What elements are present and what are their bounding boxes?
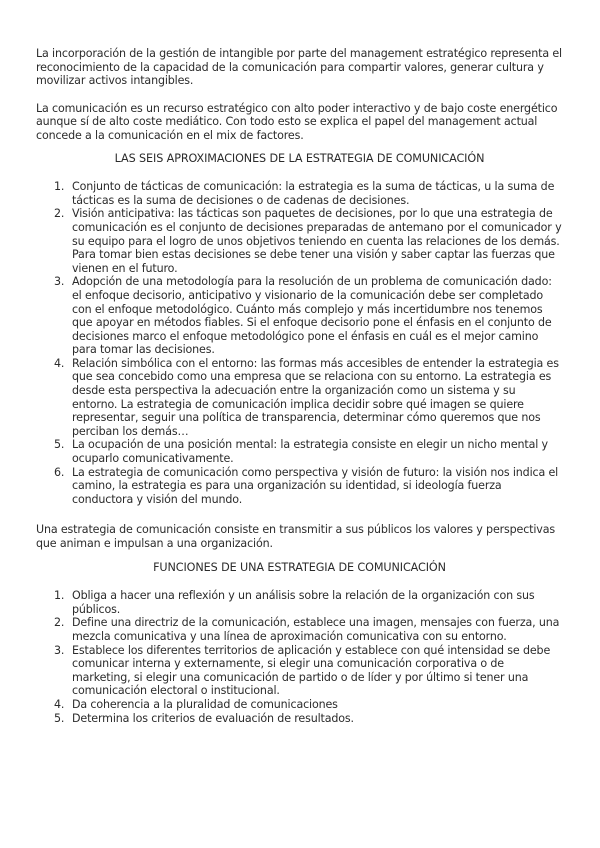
list-number: 3. xyxy=(54,643,65,657)
list-item xyxy=(36,712,563,726)
list-text: Adopción de una metodología para la resolución de un problema de comunicación dado: el enfoque decisorio, anticipativo y visionario de la comunicación debe ser completado con el enfoque metodológico. Cuánto más complejo y más incertidumbre nos tenemos que apoyar en métodos fiables. Si el enfoque decisorio pone el énfasis en el conjunto de decisiones marco el enfoque metodológico pone el énfasis en cuál es el mejor camino para tomar las decisiones. xyxy=(72,275,552,357)
list-number: 1. xyxy=(54,180,65,194)
list-text: Conjunto de tácticas de comunicación: la estrategia es la suma de tácticas, u la suma de tácticas es la suma de decisiones o de cadenas de decisiones. xyxy=(72,180,555,207)
list-item xyxy=(36,180,563,207)
list-text: Obliga a hacer una reflexión y un análisis sobre la relación de la organización con sus públicos. xyxy=(72,589,535,616)
list-number: 4. xyxy=(54,356,65,370)
list-item xyxy=(36,438,563,465)
list-number: 3. xyxy=(54,275,65,289)
list-number: 5. xyxy=(54,438,65,452)
list-text: La estrategia de comunicación como perspectiva y visión de futuro: la visión nos indica el camino, la estrategia es para una organización su identidad, si ideología fuerza conductora y visión del mundo. xyxy=(72,465,559,506)
list-text: Determina los criterios de evaluación de resultados. xyxy=(72,711,354,725)
list-number: 5. xyxy=(54,711,65,725)
aproximaciones-list xyxy=(36,180,563,506)
list-item xyxy=(36,275,563,357)
intro-paragraph-2: La comunicación es un recurso estratégico con alto poder interactivo y de bajo coste energético aunque sí de alto coste mediático. Con todo esto se explica el papel del management actual concede a la comunicación en el mix de factores. xyxy=(36,101,558,142)
list-item xyxy=(36,207,563,275)
strategy-definition-paragraph: Una estrategia de comunicación consiste en transmitir a sus públicos los valores y perspectivas que animan e impulsan a una organización. xyxy=(36,523,556,550)
section-heading-funciones: FUNCIONES DE UNA ESTRATEGIA DE COMUNICACIÓN xyxy=(153,560,446,574)
list-text: Da coherencia a la pluralidad de comunicaciones xyxy=(72,697,338,711)
list-text: Visión anticipativa: las tácticas son paquetes de decisiones, por lo que una estrategia de comunicación es el conjunto de decisiones preparadas de antemano por el comunicador y su equipo para el logro de unos objetivos teniendo en cuenta las relaciones de los demás. Para tomar bien estas decisiones se debe tener una visión y saber captar las fuerzas que vienen en el futuro. xyxy=(72,207,562,275)
list-text: La ocupación de una posición mental: la estrategia consiste en elegir un nicho mental y ocuparlo comunicativamente. xyxy=(72,438,548,466)
intro-paragraph-1: La incorporación de la gestión de intangible por parte del management estratégico representa el reconocimiento de la capacidad de la comunicación para compartir valores, generar cultura y movilizar activos intangibles. xyxy=(36,47,562,88)
list-item xyxy=(36,644,563,698)
list-item xyxy=(36,357,563,439)
list-item xyxy=(36,589,563,616)
document-page xyxy=(36,47,563,725)
list-item xyxy=(36,616,563,643)
list-number: 4. xyxy=(54,697,65,711)
list-text: Define una directriz de la comunicación, establece una imagen, mensajes con fuerza, una mezcla comunicativa y una línea de aproximación comunicativa con su entorno. xyxy=(72,616,560,643)
list-number: 1. xyxy=(54,589,65,603)
list-number: 2. xyxy=(54,207,65,221)
list-number: 2. xyxy=(54,616,65,630)
list-item xyxy=(36,466,563,507)
list-number: 6. xyxy=(54,465,65,479)
section-heading-aproximaciones: LAS SEIS APROXIMACIONES DE LA ESTRATEGIA DE COMUNICACIÓN xyxy=(114,151,485,165)
list-item xyxy=(36,698,563,712)
list-text: Establece los diferentes territorios de aplicación y establece con qué intensidad se debe comunicar interna y externamente, si elegir una comunicación corporativa o de marketing, si elegir una comunicación de partido o de líder y por último si tener una comunicación electoral o institucional. xyxy=(72,643,551,698)
list-text: Relación simbólica con el entorno: las formas más accesibles de entender la estrategia es que sea concebido como una empresa que se relaciona con su entorno. La estrategia es desde esta perspectiva la adecuación entre la organización como un sistema y su entorno. La estrategia de comunicación implica decidir sobre qué imagen se quiere representar, seguir una política de transparencia, determinar cómo queremos que nos perciban los demás… xyxy=(72,356,559,438)
funciones-list xyxy=(36,589,563,725)
